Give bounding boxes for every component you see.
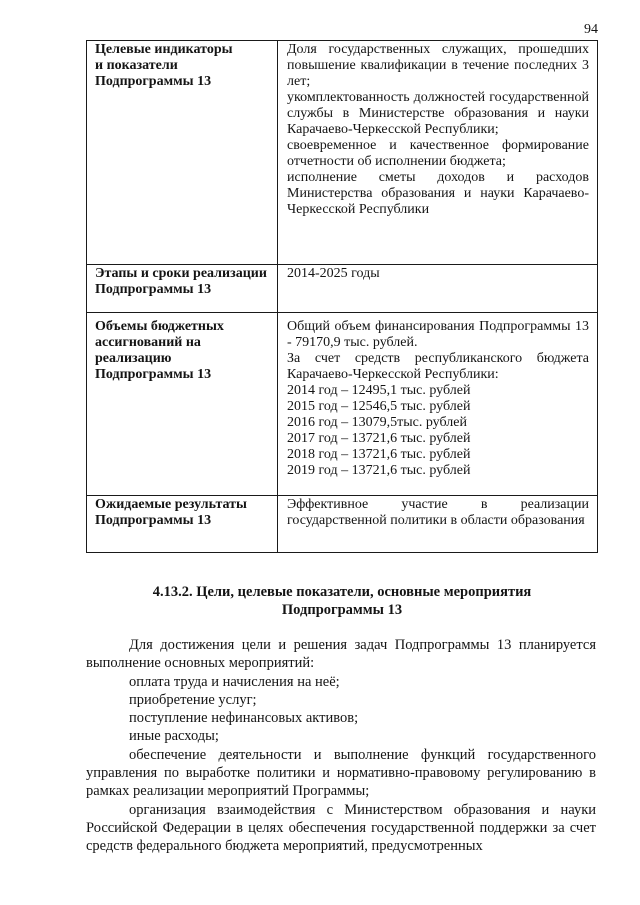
body-paragraph: обеспечение деятельности и выполнение функций государственного управления по выработке политики и нормативно-правовому регулированию в рамках реализации мероприятий Программы;: [86, 746, 596, 800]
value-paragraph: 2016 год – 13079,5тыс. рублей: [287, 415, 467, 430]
label-line: Этапы и сроки реализации: [95, 266, 267, 281]
label-line: и показатели: [95, 58, 178, 73]
label-line: Объемы бюджетных: [95, 319, 224, 334]
list-item: оплата труда и начисления на неё;: [129, 673, 340, 690]
value-paragraph: исполнение сметы доходов и расходов Министерства образования и науки Карачаево-Черкесской Республики: [287, 170, 589, 217]
body-paragraph: организация взаимодействия с Министерством образования и науки Российской Федерации в целях обеспечения государственной поддержки за счет средств федерального бюджета мероприятий, предусмотренных: [86, 801, 596, 855]
label-line: Подпрограммы 13: [95, 367, 212, 382]
value-paragraph: Общий объем финансирования Подпрограммы 13 - 79170,9 тыс. рублей.: [287, 319, 589, 350]
value-paragraph: 2018 год – 13721,6 тыс. рублей: [287, 447, 471, 462]
value-paragraph: За счет средств республиканского бюджета Карачаево-Черкесской Республики:: [287, 351, 589, 382]
table-row-expected-results: [87, 496, 598, 553]
page-number: 94: [584, 22, 598, 37]
row-label: [87, 313, 278, 496]
value-paragraph: 2015 год – 12546,5 тыс. рублей: [287, 399, 471, 414]
row-value: [278, 265, 598, 313]
table-row-budget-allocations: [87, 313, 598, 496]
value-paragraph: 2017 год – 13721,6 тыс. рублей: [287, 431, 471, 446]
subprogram-passport-table: [86, 40, 598, 553]
section-heading-line: Подпрограммы 13: [281, 602, 403, 618]
table-row-stages-terms: [87, 265, 598, 313]
list-item: поступление нефинансовых активов;: [129, 710, 359, 727]
label-line: Подпрограммы 13: [95, 282, 212, 297]
label-line: Подпрограммы 13: [95, 513, 212, 528]
list-item: иные расходы;: [129, 728, 219, 745]
row-label: [87, 41, 278, 265]
label-line: ассигнований на: [95, 335, 201, 350]
section-heading-line: 4.13.2. Цели, целевые показатели, основные мероприятия: [152, 584, 532, 600]
row-value: [278, 41, 598, 265]
body-text: [86, 636, 596, 856]
list-item: приобретение услуг;: [129, 691, 257, 708]
value-paragraph: 2019 год – 13721,6 тыс. рублей: [287, 463, 471, 478]
value-paragraph: Эффективное участие в реализации государственной политики в области образования: [287, 497, 589, 528]
value-paragraph: укомплектованность должностей государственной службы в Министерстве образования и науки Карачаево-Черкесской Республики;: [287, 90, 589, 137]
row-label: [87, 496, 278, 553]
label-line: Ожидаемые результаты: [95, 497, 247, 512]
row-value: [278, 313, 598, 496]
row-value: [278, 496, 598, 553]
intro-paragraph: Для достижения цели и решения задач Подпрограммы 13 планируется выполнение основных мероприятий:: [86, 637, 596, 672]
value-paragraph: 2014 год – 12495,1 тыс. рублей: [287, 383, 471, 398]
value-paragraph: Доля государственных служащих, прошедших повышение квалификации в течение последних 3 лет;: [287, 42, 589, 89]
table-row-target-indicators: [87, 41, 598, 265]
value-paragraph: 2014-2025 годы: [287, 266, 380, 281]
label-line: реализацию: [95, 351, 172, 366]
section-heading: [86, 583, 598, 619]
label-line: Целевые индикаторы: [95, 42, 233, 57]
row-label: [87, 265, 278, 313]
label-line: Подпрограммы 13: [95, 74, 212, 89]
value-paragraph: своевременное и качественное формирование отчетности об исполнении бюджета;: [287, 138, 589, 169]
